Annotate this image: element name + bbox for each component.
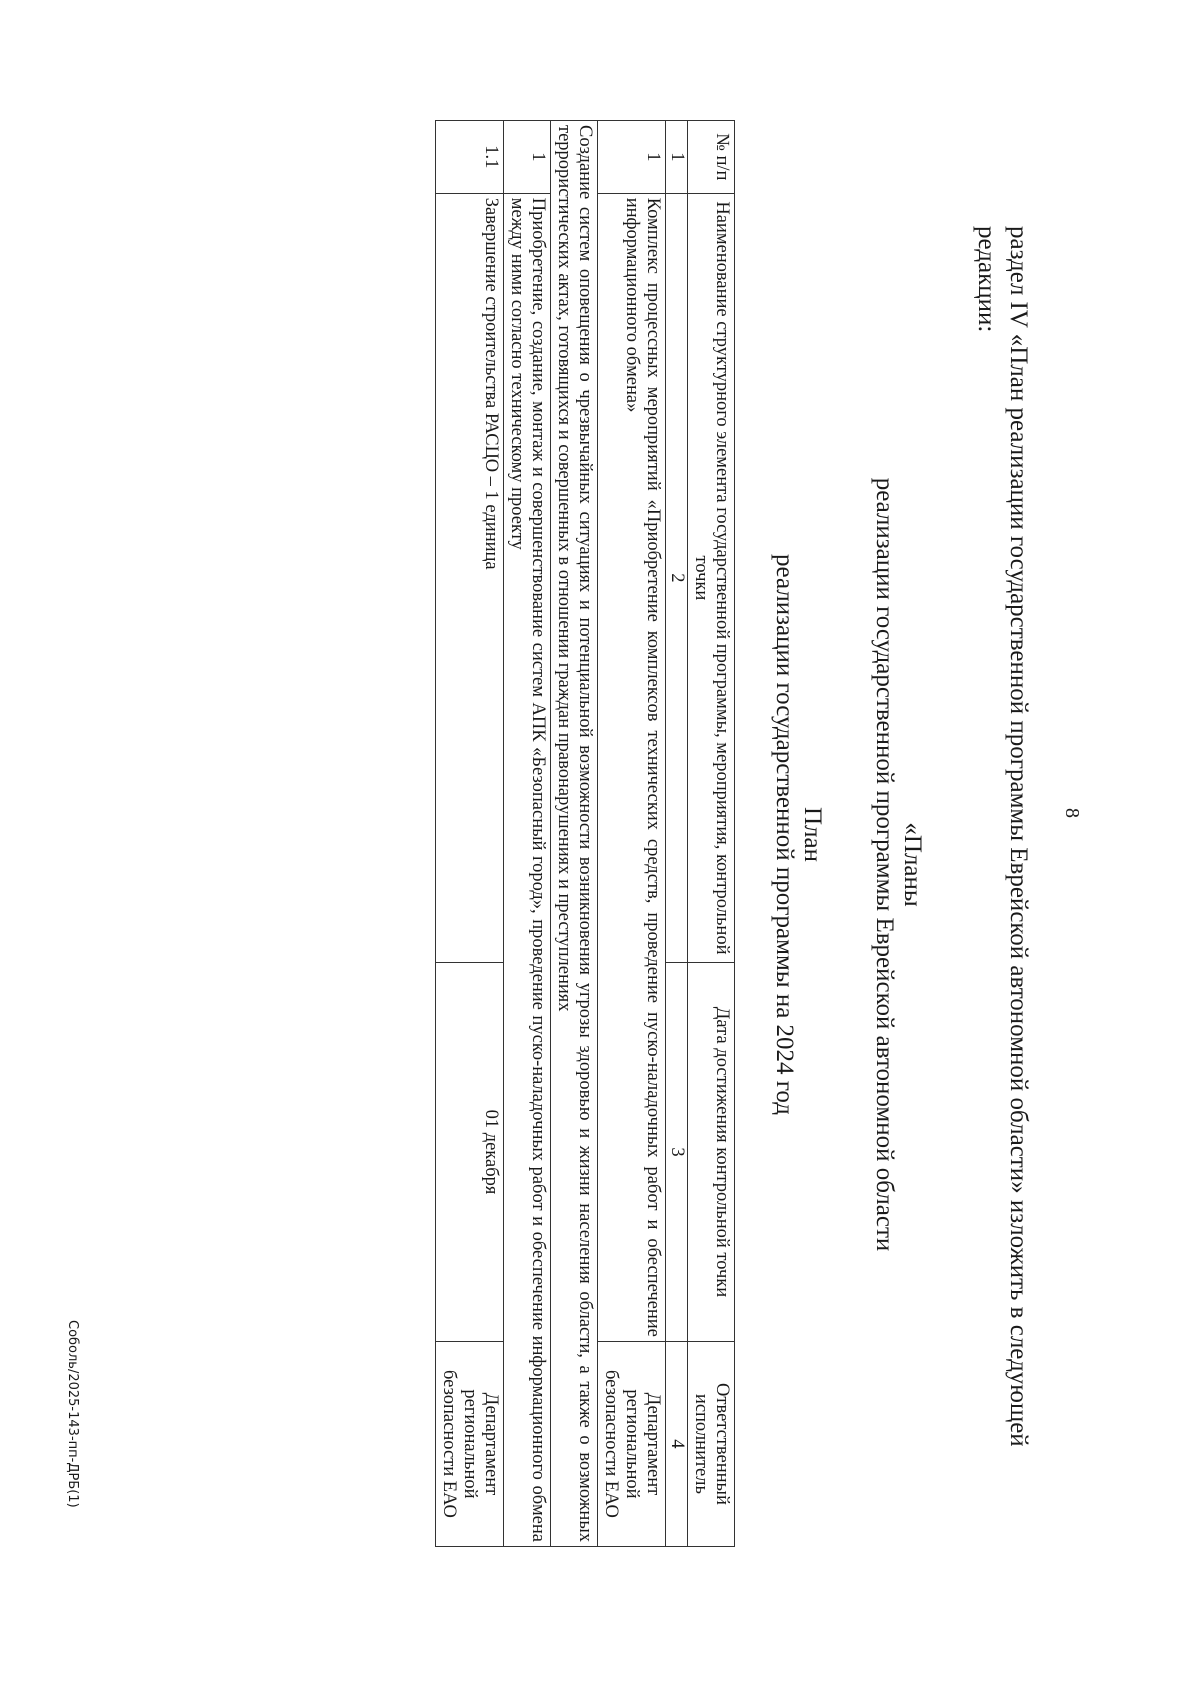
column-number: 1 xyxy=(666,121,688,194)
row-number: 1.1 xyxy=(436,121,504,194)
row-name: Комплекс процессных мероприятий «Приобретение комплексов технических средств, проведение пуско-наладочных работ и обеспечение информационного обмена» xyxy=(598,193,666,1341)
heading-plan-subtitle: реализации государственной программы на 2024 год xyxy=(771,554,798,1115)
row-date: 01 декабря xyxy=(436,963,504,1342)
column-number: 2 xyxy=(666,193,688,962)
page-number: 8 xyxy=(1061,808,1083,818)
row-task: Создание систем оповещения о чрезвычайных ситуациях и потенциальной возможности возникновения угрозы здоровью и жизни населения области, а также о возможных террористических актах, готовящихся и совершенных в отношении граждан правонарушениях и преступлениях xyxy=(551,121,598,1547)
row-number: 1 xyxy=(504,121,551,194)
table-row xyxy=(436,121,504,1547)
heading-plans: «Планы xyxy=(899,822,926,907)
heading-plan: План xyxy=(799,806,826,862)
header-number: № п/п xyxy=(688,121,735,194)
table-row xyxy=(598,121,666,1547)
row-name: Завершение строительства РАСЦО – 1 единица xyxy=(436,193,504,962)
document-footer: Соболь/2025-143-пп-ДРБ(1) xyxy=(65,1320,80,1508)
column-number: 3 xyxy=(666,963,688,1342)
row-executor: Департамент региональной безопасности ЕАО xyxy=(436,1341,504,1546)
column-number: 4 xyxy=(666,1341,688,1546)
heading-plans-subtitle: реализации государственной программы Еврейской автономной области xyxy=(871,477,898,1252)
table-header-row xyxy=(688,121,735,1547)
table-row xyxy=(551,121,598,1547)
table-row xyxy=(504,121,551,1547)
row-number: 1 xyxy=(598,121,666,194)
header-name: Наименование структурного элемента государственной программы, мероприятия, контрольной точки xyxy=(688,193,735,962)
header-executor: Ответственный исполнитель xyxy=(688,1341,735,1546)
column-number-row xyxy=(666,121,688,1547)
row-task: Приобретение, создание, монтаж и совершенствование систем АПК «Безопасный город», проведение пуско-наладочных работ и обеспечение информационного обмена между ними согласно техническому проекту xyxy=(504,193,551,1546)
plan-table xyxy=(435,120,735,1547)
row-executor: Департамент региональной безопасности ЕАО xyxy=(598,1341,666,1546)
header-date: Дата достижения контрольной точки xyxy=(688,963,735,1342)
intro-text: раздел IV «План реализации государственной программы Еврейской автономной области» изложить в следующей xyxy=(1005,226,1032,1447)
intro-text-continued: редакции: xyxy=(973,226,1000,333)
